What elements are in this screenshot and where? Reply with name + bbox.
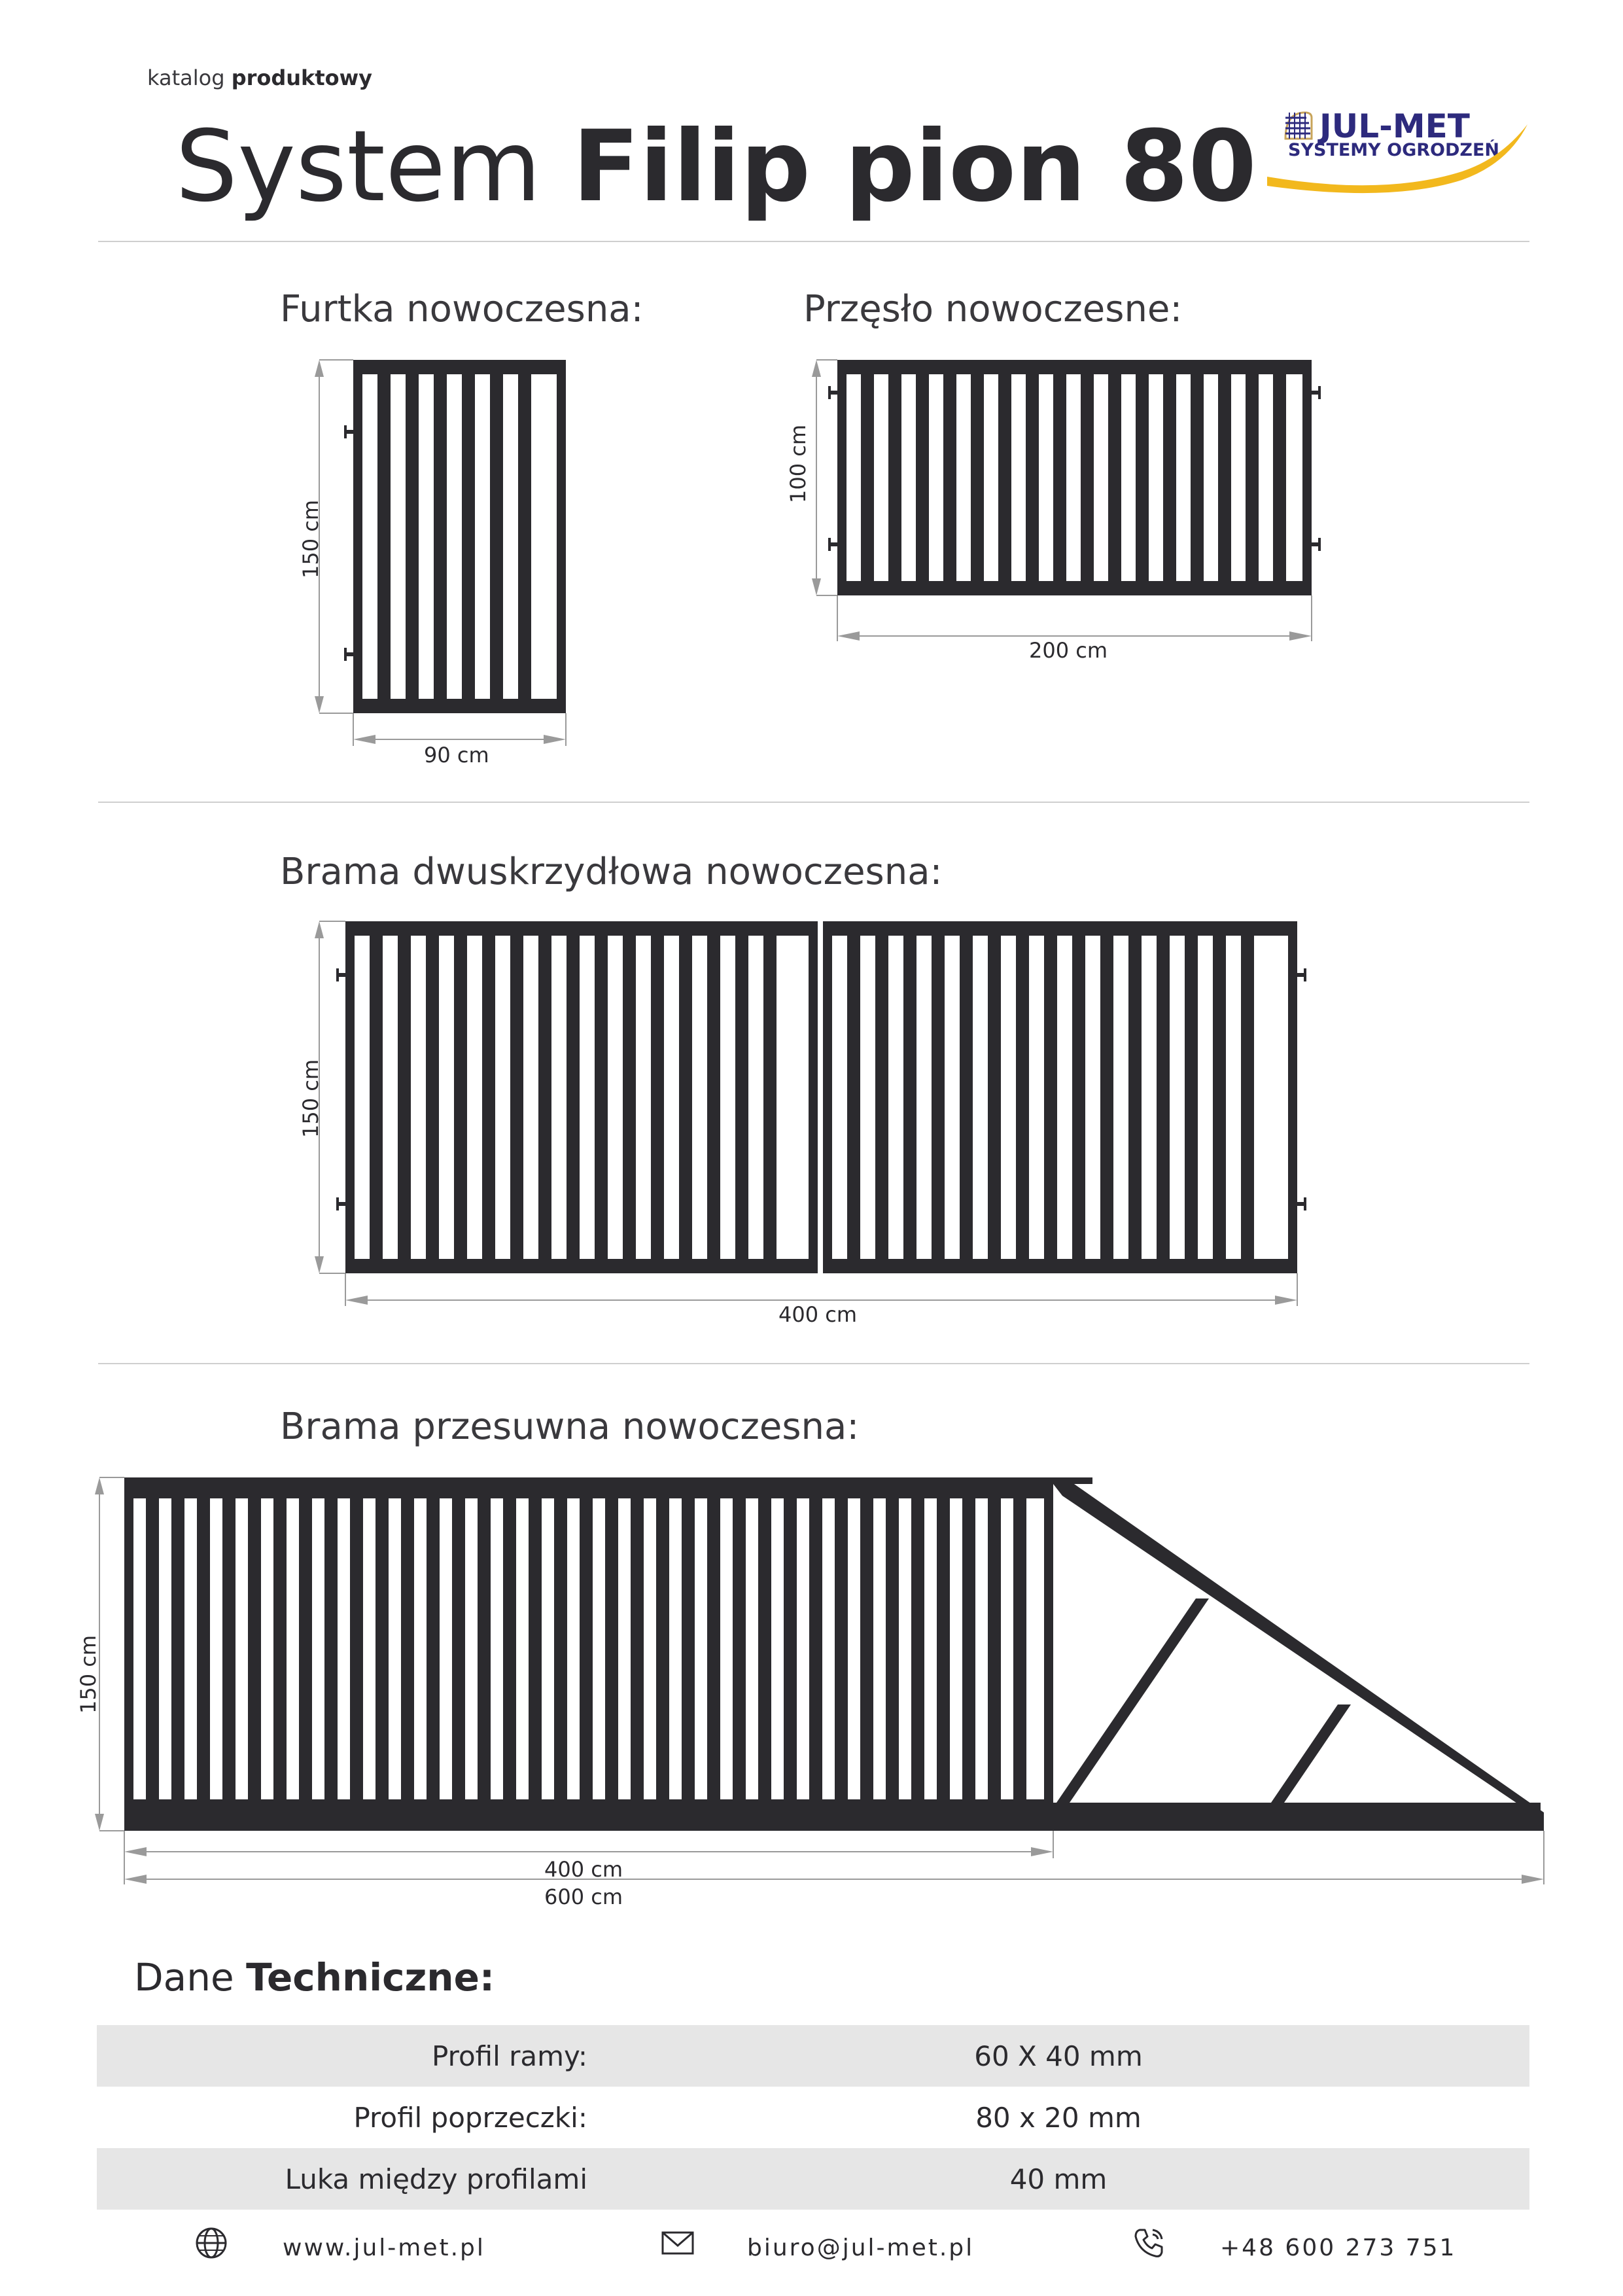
double-gate-right-leaf-bar xyxy=(1128,936,1142,1259)
sliding-gate-tail-strut-1 xyxy=(1056,1598,1209,1803)
panel-bar xyxy=(1081,374,1094,581)
wicket-title: Furtka nowoczesna: xyxy=(280,288,644,330)
sliding-gate-leaf-bar xyxy=(784,1498,797,1799)
catalog-label xyxy=(147,65,372,90)
sliding-gate-leaf-bar xyxy=(503,1498,516,1799)
sliding-gate-leaf-bar xyxy=(554,1498,567,1799)
double-gate-left-leaf-bar xyxy=(454,936,467,1259)
phone-icon xyxy=(1130,2225,1167,2261)
sliding-gate-leaf-bar xyxy=(758,1498,771,1799)
sliding-gate-leaf-bar xyxy=(273,1498,287,1799)
double-gate-right-leaf-bar xyxy=(1016,936,1029,1259)
sliding-gate-leaf-bar xyxy=(222,1498,236,1799)
divider-1 xyxy=(98,802,1529,803)
panel-bracket-right-bottom-pin xyxy=(1318,538,1321,551)
panel-bar xyxy=(1053,374,1066,581)
wicket-bar xyxy=(406,374,419,699)
table-row xyxy=(97,2087,1529,2148)
wicket-bar xyxy=(462,374,475,699)
sliding-gate-leaf-bar xyxy=(529,1498,542,1799)
sliding-gate-height-dimension-arrow-bottom xyxy=(95,1814,104,1831)
panel-width-label: 200 cm xyxy=(1029,638,1108,663)
panel-title: Przęsło nowoczesne: xyxy=(803,288,1183,330)
double-gate-height-label: 150 cm xyxy=(298,1059,323,1138)
page-title-light: System xyxy=(175,110,573,224)
sliding-gate-leaf-bar xyxy=(707,1498,720,1799)
wicket-bar xyxy=(490,374,503,699)
sliding-gate-total-width-dimension-arrow-right xyxy=(1522,1875,1544,1884)
sliding-gate-title: Brama przesuwna nowoczesna: xyxy=(280,1405,860,1448)
sliding-gate-gate-width-dimension-arrow-left xyxy=(124,1847,147,1856)
panel-height-dimension-arrow-bottom xyxy=(812,578,821,595)
table-row xyxy=(97,2025,1529,2087)
double-gate-left-leaf-bar xyxy=(679,936,692,1259)
sliding-gate-leaf-bar xyxy=(427,1498,440,1799)
technical-title-light: Dane xyxy=(134,1955,247,2000)
divider-top xyxy=(98,241,1529,242)
panel-opening xyxy=(846,374,1302,581)
double-gate-hinge-left-bottom-pin xyxy=(336,1197,339,1210)
sliding-gate-leaf-bar xyxy=(350,1498,363,1799)
sliding-gate-leaf-bar xyxy=(375,1498,389,1799)
panel-bracket-left-top-pin xyxy=(828,386,831,399)
wicket-bar xyxy=(518,374,531,699)
double-gate-left-leaf-bar xyxy=(707,936,720,1259)
wicket-lock-bottom xyxy=(563,499,565,504)
panel-bracket-left-bottom-pin xyxy=(828,538,831,551)
double-gate-left-leaf-bar xyxy=(735,936,748,1259)
sliding-gate-leaf-bar xyxy=(733,1498,746,1799)
sliding-gate-leaf-bar xyxy=(682,1498,695,1799)
sliding-gate-leaf-bar xyxy=(299,1498,312,1799)
frame-profile-label: Profil ramy: xyxy=(432,2040,587,2072)
double-gate-right-leaf-bar xyxy=(903,936,916,1259)
wicket-drawing xyxy=(288,347,589,779)
sliding-gate-leaf-bar xyxy=(171,1498,184,1799)
double-gate-hinge-right-bottom-pin xyxy=(1304,1197,1306,1210)
wicket-height-dimension-arrow-bottom xyxy=(315,696,324,713)
logo-name: JUL-MET xyxy=(1319,107,1470,145)
double-gate-hinge-left-top-pin xyxy=(336,968,339,981)
double-gate-width-label: 400 cm xyxy=(778,1302,858,1327)
double-gate-left-leaf-bar xyxy=(426,936,439,1259)
sliding-gate-leaf-bar xyxy=(911,1498,924,1799)
double-gate-left-leaf-bar xyxy=(370,936,383,1259)
double-gate-right-leaf-bar xyxy=(960,936,973,1259)
panel-bar xyxy=(971,374,984,581)
globe-icon xyxy=(193,2225,230,2261)
double-gate-right-leaf-bar xyxy=(988,936,1001,1259)
website-link[interactable]: www.jul-met.pl xyxy=(283,2234,485,2261)
double-gate-left-leaf-bar xyxy=(398,936,411,1259)
double-gate-right-leaf-bar xyxy=(847,936,860,1259)
sliding-gate-total-width-label: 600 cm xyxy=(544,1884,623,1909)
panel-bar xyxy=(1163,374,1176,581)
panel-bracket-right-top-pin xyxy=(1318,386,1321,399)
double-gate-right-leaf-bar xyxy=(1157,936,1170,1259)
wicket-bar xyxy=(434,374,447,699)
panel-bar xyxy=(916,374,929,581)
panel-drawing xyxy=(785,347,1335,661)
sliding-gate-bottom-profile xyxy=(124,1814,1544,1831)
sliding-gate-tail-bottom xyxy=(1053,1803,1541,1816)
catalog-label-prefix: katalog xyxy=(147,65,225,90)
sliding-gate-total-width-dimension-arrow-left xyxy=(124,1875,147,1884)
double-gate-right-leaf-bar xyxy=(1241,936,1254,1259)
panel-bar xyxy=(1218,374,1231,581)
double-gate-left-leaf-bar xyxy=(651,936,664,1259)
sliding-gate-leaf-bar xyxy=(146,1498,159,1799)
sliding-gate-leaf-bar xyxy=(478,1498,491,1799)
wicket-height-dimension-arrow-top xyxy=(315,360,324,377)
wicket-width-dimension-arrow-right xyxy=(544,735,566,744)
sliding-gate-leaf-bar xyxy=(656,1498,669,1799)
sliding-gate-leaf-bar xyxy=(1013,1498,1026,1799)
panel-bar xyxy=(1246,374,1259,581)
sliding-gate-leaf-bar xyxy=(835,1498,848,1799)
technical-title-bold: Techniczne: xyxy=(246,1955,495,2000)
wicket-bar xyxy=(377,374,391,699)
envelope-icon xyxy=(659,2225,696,2261)
double-gate-right-leaf-bar xyxy=(1213,936,1226,1259)
panel-bar xyxy=(1026,374,1039,581)
sliding-gate-leaf-bar xyxy=(937,1498,950,1799)
sliding-gate-leaf-bar xyxy=(886,1498,899,1799)
divider-2 xyxy=(98,1363,1529,1364)
sliding-gate-leaf-bar xyxy=(988,1498,1001,1799)
sliding-gate-top-rail xyxy=(124,1477,1092,1484)
double-gate-drawing xyxy=(288,910,1321,1315)
double-gate-right-leaf-bar xyxy=(1100,936,1113,1259)
sliding-gate-leaf-bar xyxy=(631,1498,644,1799)
panel-bar xyxy=(1108,374,1121,581)
panel-width-dimension-arrow-left xyxy=(837,631,860,641)
sliding-gate-leaf-bar xyxy=(962,1498,975,1799)
double-gate-right-leaf-bar xyxy=(875,936,888,1259)
sliding-gate-leaf-bar xyxy=(860,1498,873,1799)
company-logo xyxy=(1266,98,1534,203)
double-gate-hinge-right-top-pin xyxy=(1304,968,1306,981)
double-gate-left-leaf-bar xyxy=(510,936,523,1259)
double-gate-height-dimension-arrow-top xyxy=(315,921,324,938)
panel-bar xyxy=(1273,374,1286,581)
double-gate-right-leaf-bar xyxy=(1044,936,1057,1259)
sliding-gate-leaf-bar xyxy=(197,1498,210,1799)
panel-bar xyxy=(1191,374,1204,581)
table-row xyxy=(97,2148,1529,2210)
double-gate-title: Brama dwuskrzydłowa nowoczesna: xyxy=(280,851,943,893)
panel-bar xyxy=(888,374,901,581)
logo-building-icon xyxy=(1285,113,1312,139)
page-title-bold: Filip pion 80 xyxy=(572,110,1257,224)
sliding-gate-height-dimension-arrow-top xyxy=(95,1477,104,1494)
page-title xyxy=(175,105,1257,229)
sliding-gate-leaf-bar xyxy=(809,1498,822,1799)
wicket-lock-top xyxy=(563,481,565,486)
crossbar-profile-label: Profil poprzeczki: xyxy=(353,2101,587,2134)
sliding-gate-height-label: 150 cm xyxy=(76,1634,101,1714)
double-gate-left-leaf-bar xyxy=(482,936,495,1259)
sliding-gate-leaf-bar xyxy=(605,1498,618,1799)
wicket-width-dimension-arrow-left xyxy=(353,735,375,744)
panel-bar xyxy=(943,374,956,581)
wicket-width-label: 90 cm xyxy=(424,743,489,768)
double-gate-width-dimension-arrow-left xyxy=(345,1296,368,1305)
catalog-label-bold: produktowy xyxy=(231,65,373,90)
sliding-gate-leaf-bar xyxy=(401,1498,414,1799)
sliding-gate-leaf-bar xyxy=(452,1498,465,1799)
panel-width-dimension-arrow-right xyxy=(1289,631,1312,641)
sliding-gate-width-label: 400 cm xyxy=(544,1857,623,1882)
logo-tagline: SYSTEMY OGRODZEŃ xyxy=(1288,140,1500,160)
double-gate-right-leaf-bar xyxy=(932,936,945,1259)
sliding-gate-leaf-bar xyxy=(580,1498,593,1799)
panel-height-label: 100 cm xyxy=(786,424,811,503)
double-gate-right-leaf-bar xyxy=(1185,936,1198,1259)
sliding-gate-drawing xyxy=(79,1466,1550,1898)
double-gate-left-leaf-bar xyxy=(623,936,636,1259)
double-gate-left-leaf-bar xyxy=(595,936,608,1259)
sliding-gate-gate-width-dimension-arrow-right xyxy=(1031,1847,1053,1856)
double-gate-left-leaf-bar xyxy=(763,936,777,1259)
gap-value: 40 mm xyxy=(1009,2163,1108,2195)
panel-height-dimension-arrow-top xyxy=(812,360,821,377)
wicket-hinge-bottom-pin xyxy=(344,648,347,661)
double-gate-right-leaf-bar xyxy=(1072,936,1085,1259)
wicket-hinge-top-pin xyxy=(344,425,347,438)
sliding-gate-tail-strut-2 xyxy=(1271,1704,1351,1803)
double-gate-left-leaf-bar xyxy=(567,936,580,1259)
panel-bar xyxy=(998,374,1011,581)
sliding-gate-leaf-bar xyxy=(324,1498,338,1799)
double-gate-left-leaf-bar xyxy=(538,936,551,1259)
panel-bar xyxy=(861,374,874,581)
sliding-gate-leaf-bar xyxy=(248,1498,261,1799)
phone-link[interactable]: +48 600 273 751 xyxy=(1220,2234,1457,2261)
frame-profile-value: 60 X 40 mm xyxy=(974,2040,1143,2072)
panel-bar xyxy=(1136,374,1149,581)
crossbar-profile-value: 80 x 20 mm xyxy=(975,2101,1142,2134)
wicket-height-label: 150 cm xyxy=(298,499,323,578)
technical-title xyxy=(134,1955,495,2000)
double-gate-width-dimension-arrow-right xyxy=(1275,1296,1297,1305)
gap-label: Luka między profilami xyxy=(285,2163,587,2195)
double-gate-height-dimension-arrow-bottom xyxy=(315,1256,324,1273)
email-link[interactable]: biuro@jul-met.pl xyxy=(747,2234,975,2261)
technical-table xyxy=(97,2025,1529,2210)
